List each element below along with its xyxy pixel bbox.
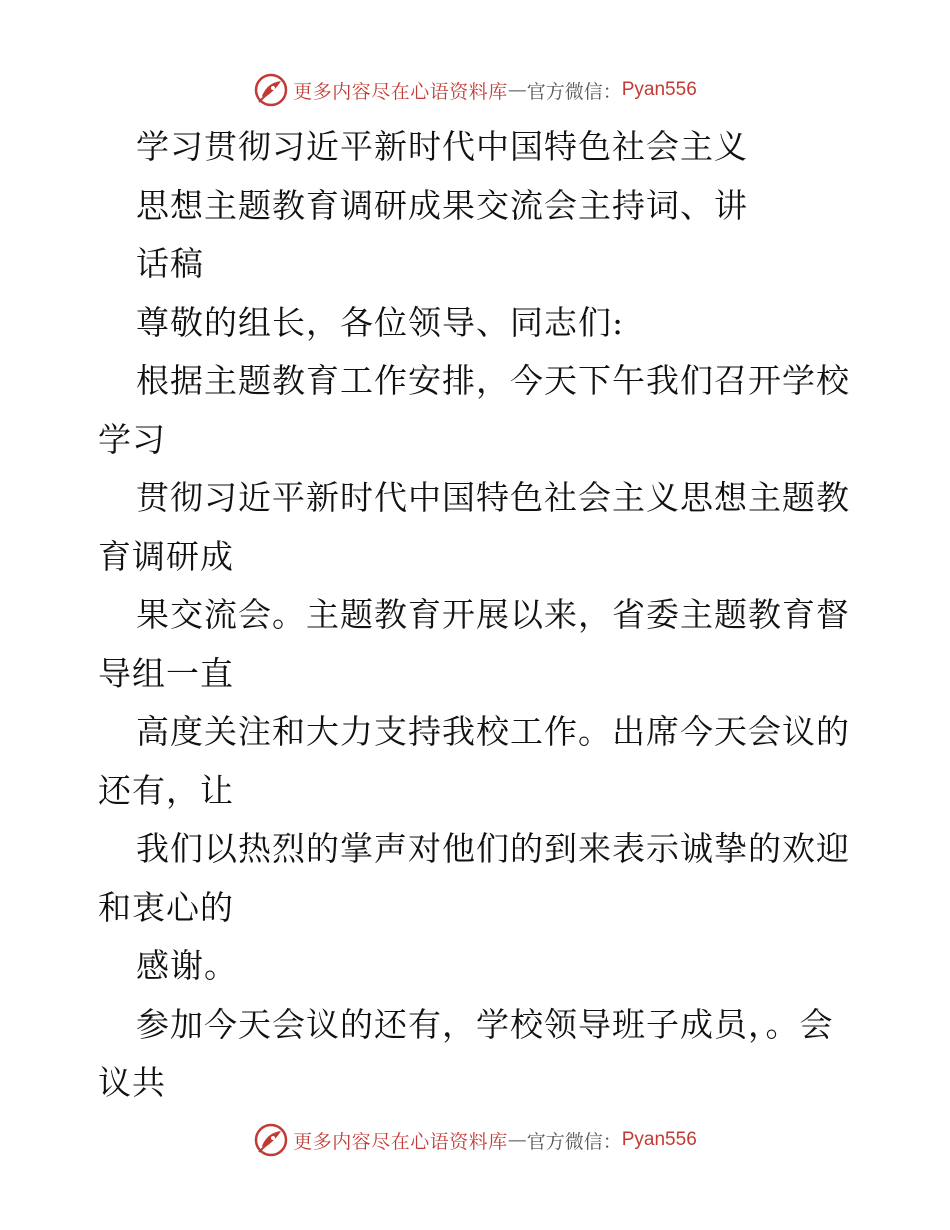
- pen-nib-logo-icon: [253, 72, 289, 108]
- doc-line: 话稿: [136, 244, 204, 283]
- watermark-wechat-label: 官方微信：: [526, 80, 622, 103]
- doc-line: 学习贯彻习近平新时代中国特色社会主义: [136, 127, 748, 166]
- document-body: [98, 118, 858, 1113]
- doc-line: 学习: [98, 419, 166, 459]
- doc-line: 思想主题教育调研成果交流会主持词、讲: [136, 185, 748, 225]
- doc-line: 贯彻习近平新时代中国特色社会主义思想主题教: [136, 478, 850, 517]
- pen-nib-logo-icon: [253, 1122, 289, 1158]
- doc-line: 导组一直: [98, 653, 234, 693]
- doc-line: 果交流会。主题教育开展以来，省委主题教育督: [136, 595, 850, 634]
- watermark-wechat-label: 官方微信：: [526, 1130, 622, 1153]
- doc-line: 育调研成: [98, 536, 234, 576]
- doc-line: 感谢。: [136, 946, 238, 985]
- doc-line: 议共: [98, 1063, 166, 1102]
- doc-line: 我们以热烈的掌声对他们的到来表示诚挚的欢迎: [136, 829, 850, 868]
- watermark-separator: —: [507, 1129, 527, 1151]
- watermark-wechat-id: Pyan556: [621, 79, 697, 100]
- doc-line: 高度关注和大力支持我校工作。出席今天会议的: [136, 712, 850, 751]
- watermark-text: 更多内容尽在心语资料库: [293, 80, 508, 103]
- doc-line: 尊敬的组长，各位领导、同志们:: [136, 302, 625, 342]
- doc-line: 还有，让: [98, 770, 234, 810]
- doc-line: 根据主题教育工作安排，今天下午我们召开学校: [136, 361, 850, 400]
- footer-watermark: [0, 1120, 950, 1160]
- watermark-wechat-id: Pyan556: [621, 1129, 697, 1150]
- doc-line: 和衷心的: [98, 887, 234, 927]
- watermark-text: 更多内容尽在心语资料库: [293, 1130, 508, 1153]
- watermark-separator: —: [507, 79, 527, 101]
- header-watermark: [0, 70, 950, 110]
- doc-line: 参加今天会议的还有，学校领导班子成员，。会: [136, 1004, 834, 1044]
